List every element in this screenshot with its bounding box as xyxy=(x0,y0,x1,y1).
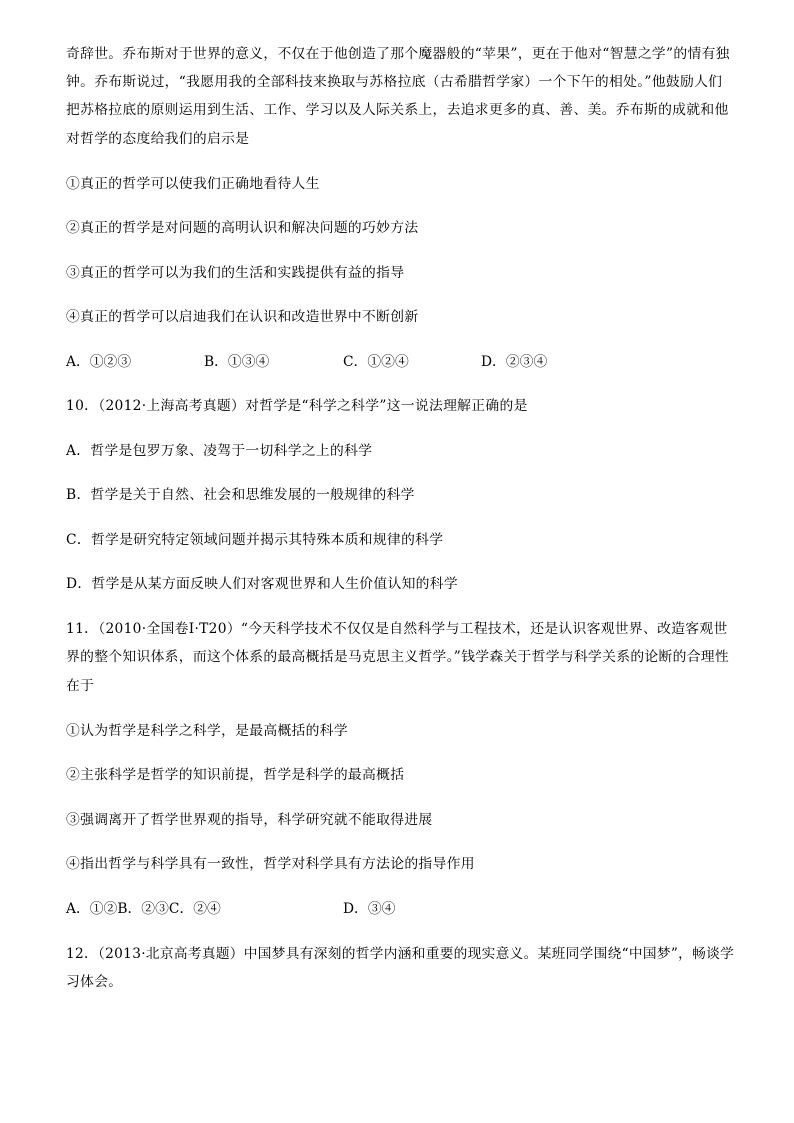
q11-option-d: D．③④ xyxy=(343,901,396,917)
q11-statement-2: ②主张科学是哲学的知识前提，哲学是科学的最高概括 xyxy=(66,767,405,783)
q9-option-a: A．①②③ xyxy=(66,354,132,370)
q9-stem-line-3: 把苏格拉底的原则运用到生活、工作、学习以及人际关系上，去追求更多的真、善、美。乔布斯的成就和他 xyxy=(66,102,729,118)
q9-stem-line-4: 对哲学的态度给我们的启示是 xyxy=(66,131,250,147)
q11-stem-line-1: 11．（2010·全国卷Ⅰ·T20）“今天科学技术不仅仅是自然科学与工程技术，还是认识客观世界、改造客观世 xyxy=(66,621,728,637)
q12-stem-line-1: 12．（2013·北京高考真题）中国梦具有深刻的哲学内涵和重要的现实意义。某班同学围绕“中国梦”，畅谈学 xyxy=(66,946,735,962)
q11-options-abc: A．①②B．②③C．②④ xyxy=(66,901,221,917)
q9-stem-line-2: 钟。乔布斯说过，“我愿用我的全部科技来换取与苏格拉底（古希腊哲学家）一个下午的相处。”他鼓励人们 xyxy=(66,74,723,90)
q10-stem: 10．（2012·上海高考真题）对哲学是“科学之科学”这一说法理解正确的是 xyxy=(66,398,528,414)
q9-statement-1: ①真正的哲学可以使我们正确地看待人生 xyxy=(66,176,320,192)
q11-stem-line-2: 界的整个知识体系，而这个体系的最高概括是马克思主义哲学。”钱学森关于哲学与科学关系的论断的合理性 xyxy=(66,649,730,665)
q12-stem-line-2: 习体会。 xyxy=(66,974,123,990)
q11-stem-line-3: 在于 xyxy=(66,678,95,694)
q9-statement-2: ②真正的哲学是对问题的高明认识和解决问题的巧妙方法 xyxy=(66,220,419,236)
q11-statement-1: ①认为哲学是科学之科学，是最高概括的科学 xyxy=(66,723,348,739)
q9-stem-line-1: 奇辞世。乔布斯对于世界的意义，不仅在于他创造了那个魔器般的“苹果”，更在于他对“智慧之学”的情有独 xyxy=(66,46,730,62)
q10-option-d: D．哲学是从某方面反映人们对客观世界和人生价值认知的科学 xyxy=(66,576,458,592)
q10-option-a: A．哲学是包罗万象、凌驾于一切科学之上的科学 xyxy=(66,443,373,459)
q9-option-d: D．②③④ xyxy=(481,354,548,370)
q10-option-b: B．哲学是关于自然、社会和思维发展的一般规律的科学 xyxy=(66,487,415,503)
q9-option-c: C．①②④ xyxy=(343,354,409,370)
q9-option-b: B．①③④ xyxy=(204,354,270,370)
q9-statement-3: ③真正的哲学可以为我们的生活和实践提供有益的指导 xyxy=(66,265,405,281)
q11-statement-3: ③强调离开了哲学世界观的指导，科学研究就不能取得进展 xyxy=(66,812,433,828)
q11-statement-4: ④指出哲学与科学具有一致性，哲学对科学具有方法论的指导作用 xyxy=(66,856,475,872)
q9-statement-4: ④真正的哲学可以启迪我们在认识和改造世界中不断创新 xyxy=(66,309,419,325)
q10-option-c: C．哲学是研究特定领域问题并揭示其特殊本质和规律的科学 xyxy=(66,532,444,548)
